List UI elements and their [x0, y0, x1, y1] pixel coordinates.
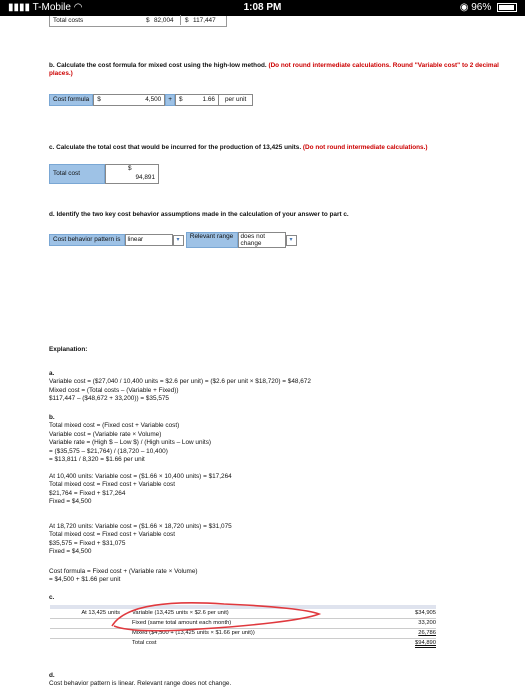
cost-behavior-row: Cost behavior pattern is linear ▾ Relevant range does not change ▾ [49, 232, 297, 248]
explanation-low-point: At 10,400 units: Variable cost = ($1.66 × 10,400 units) = $17,264 Total mixed cost = Fixed cost + Variable cost $21,764 = Fixed + $17,264 Fixed = $4,500 [49, 473, 232, 506]
part-b-question: b. Calculate the cost formula for mixed cost using the high-low method. (Do not round intermediate calculations. Round "Variable cost" to 2 decimal places.) [49, 62, 499, 78]
explanation-high-point: At 18,720 units: Variable cost = ($1.66 × 18,720 units) = $31,075 Total mixed cost = Fixed cost + Variable cost $35,575 = Fixed + $31,075 Fixed = $4,500 [49, 523, 232, 556]
relevant-range-select[interactable]: does not change [238, 232, 286, 248]
table-row: Mixed ($4,500 + (13,425 units × $1.66 per unit)) 26,786 [50, 629, 436, 639]
carrier-label: ▮▮▮▮ T-Mobile ◠ [8, 2, 83, 13]
chevron-down-icon[interactable]: ▾ [173, 235, 184, 246]
chevron-down-icon[interactable]: ▾ [286, 235, 297, 246]
part-c-question: c. Calculate the total cost that would be incurred for the production of 13,425 units. (Do not round intermediate calculations.) [49, 144, 428, 151]
clock: 1:08 PM [243, 2, 282, 13]
alarm-icon: ◉ [459, 2, 469, 13]
battery-indicator: ◉ 96% [460, 2, 517, 13]
explanation-c-marker: c. [49, 594, 55, 601]
table-row: At 13,425 units Variable (13,425 units × $2.6 per unit) $34,905 [50, 609, 436, 619]
total-costs-row: Total costs $ 82,004 $ 117,447 [49, 16, 227, 27]
explanation-a: a. Variable cost = ($27,040 / 10,400 units = $2.6 per unit) = ($2.6 per unit × $18,720) = $48,672 Mixed cost = (Total costs – (Variable + Fixed)) $117,447 – ($48,672 + 33,200)) = $35,575 [49, 370, 311, 403]
behavior-pattern-select[interactable]: linear [125, 234, 173, 246]
battery-icon [497, 3, 517, 12]
cost-formula-row: Cost formula $ 4,500 + $ 1.66 per unit [49, 94, 253, 106]
fixed-cost-input[interactable]: $ 4,500 [93, 94, 165, 106]
variable-rate-input[interactable]: $ 1.66 [175, 94, 219, 106]
total-cost-row: Total cost $ 94,891 [49, 164, 159, 184]
table-row: Fixed (same total amount each month) 33,200 [50, 619, 436, 629]
explanation-d: d. Cost behavior pattern is linear. Relevant range does not change. [49, 672, 232, 688]
status-bar [0, 0, 525, 16]
total-cost-input[interactable]: $ 94,891 [105, 164, 159, 184]
wifi-icon: ◠ [73, 2, 83, 13]
explanation-formula: Cost formula = Fixed cost + (Variable rate × Volume) = $4,500 + $1.66 per unit [49, 568, 198, 584]
part-d-question: d. Identify the two key cost behavior assumptions made in the calculation of your answer to part c. [49, 211, 349, 218]
table-row: Total cost $94,890 [132, 640, 436, 647]
total-costs-high: 117,447 [193, 17, 216, 24]
explanation-b: b. Total mixed cost = (Fixed cost + Variable cost) Variable cost = (Variable rate × Volume) Variable rate = (High $ – Low $) / (High units – Low units) = ($35,575 – $21,764) / (18,720 – 10,400) = $13,811 / 8,320 = $1.66 per unit [49, 414, 212, 464]
explanation-heading: Explanation: [49, 346, 88, 353]
signal-icon: ▮▮▮▮ [8, 2, 31, 13]
total-costs-low: 82,004 [154, 17, 174, 24]
red-annotation-scribble [104, 596, 324, 636]
per-unit-label: per unit [219, 94, 253, 106]
